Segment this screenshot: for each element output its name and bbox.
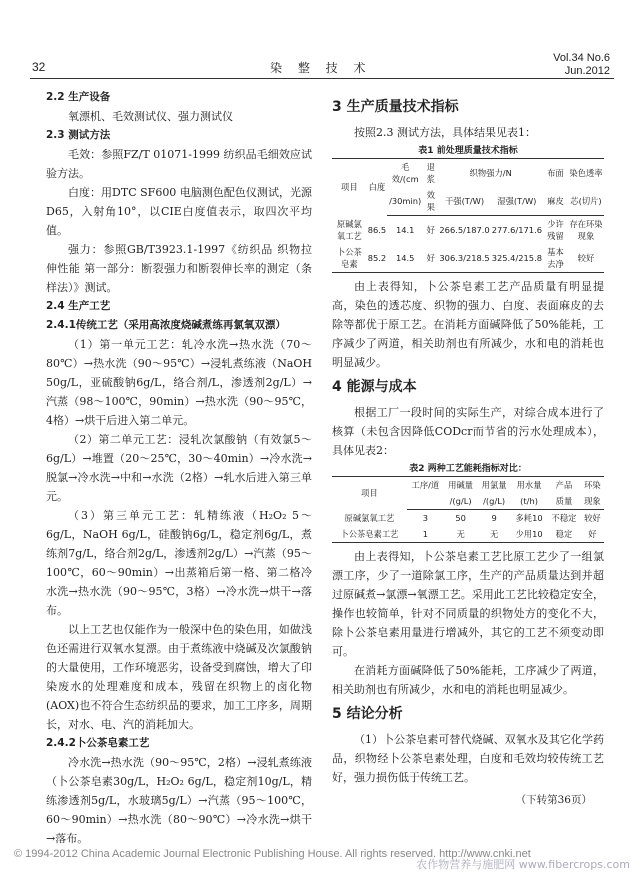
- t1-cell: 好: [426, 253, 435, 263]
- page-number: 32: [32, 60, 46, 74]
- issue-date: Jun.2012: [564, 65, 610, 77]
- section-2-4-1-heading: 2.4.1传统工艺（采用高浓度烧碱煮练再氯氧双漂）: [46, 319, 286, 331]
- t1-cell: 14.1: [395, 225, 415, 235]
- t2-cell: 50: [455, 513, 466, 523]
- t1-cell: 基本去净: [547, 247, 564, 269]
- t2-header: 现象: [581, 493, 604, 510]
- t2-cell: 好: [588, 529, 597, 539]
- t1-cell: 306.3/218.5: [439, 253, 490, 263]
- left-column: [46, 88, 312, 848]
- t1-header: 白度: [368, 182, 386, 193]
- conclusion-1: （1）卜公茶皂素可替代烧碱、双氧水及其它化学药品，织物经卜公茶皂素处理，白度和毛效均较传统工艺好，强力损伤低于传统工艺。: [332, 733, 604, 784]
- t2-cell: 原碱氯氧工艺: [344, 512, 395, 523]
- t2-header: /(g/L): [444, 493, 478, 510]
- t2-header: 用氯量: [481, 480, 507, 490]
- t1-cell: 266.5/187.0: [439, 225, 490, 235]
- t1-header: 干强(T/W): [438, 187, 490, 216]
- t1-cell: 好: [426, 225, 435, 235]
- process-unit-1: （1）第一单元工艺：轧冷水洗→热水洗（70～80℃）→热水洗（90～95℃）→浸轧煮练液（NaOH 50g/L，亚硫酸钠6g/L，络合剂/L，渗透剂2g/L）→汽蒸（98～100℃，90min）→热水洗（90～95℃，4格）→烘干后进入第二单元。: [46, 338, 312, 427]
- process-remarks: 以上工艺也仅能作为一般深中色的染色用，如做浅色还需进行双氧水复漂。由于煮练液中烧碱及次氯酸钠的大量使用，工作环境恶劣，设备受到腐蚀，增大了印染废水的处理难度和成本，残留在织物上的卤化物(AOX)也不符合生态纺织品的要求，加工工序多，周期长，对水、电、汽的消耗加大。: [46, 623, 312, 731]
- t2-cell: 少用10: [515, 529, 543, 539]
- section-4-heading: 4 能源与成本: [332, 379, 417, 395]
- continued-note: （下转第36页）: [515, 794, 592, 806]
- t1-cell: 较好: [577, 253, 595, 263]
- t2-cell: 无: [456, 529, 465, 539]
- t1-cell: 325.4/215.8: [491, 253, 543, 263]
- table-row: [332, 510, 604, 527]
- section-2-4-2-heading: 2.4.2卜公茶皂素工艺: [46, 737, 150, 749]
- t1-header: 项目: [341, 182, 358, 193]
- consumption-summary: 在消耗方面碱降低了50%能耗，工序减少了两道，相关助剂也有所减少，水和电的消耗也明显减少。: [332, 664, 604, 696]
- t2-cell: 不稳定: [551, 513, 577, 523]
- section-2-2-heading: 2.2 生产设备: [46, 91, 111, 103]
- section-2-3-heading: 2.3 测试方法: [46, 129, 111, 141]
- process-unit-2: （2）第二单元工艺：浸轧次氯酸钠（有效氯5～6g/L）→堆置（20～25℃，30～40min）→冷水洗→脱氯→冷水洗→中和→水洗（2格）→轧水后进入第三单元。: [46, 433, 312, 503]
- table-row: [332, 216, 604, 245]
- section-3-heading: 3 生产质量技术指标: [332, 99, 459, 115]
- section-5-heading: 5 结论分析: [332, 706, 403, 722]
- process-unit-3: （3）第三单元工艺：轧精练液（H₂O₂ 5～6g/L，NaOH 6g/L，硅酸钠6g/L，稳定剂6g/L，煮练剂7g/L，络合剂2g/L，渗透剂2g/L）→汽蒸（95～100℃，60～90min）→出蒸箱后第一格、第二格冷水洗→热水洗（90～95℃，3格）→冷水洗→烘干→落布。: [46, 509, 312, 617]
- t1-cell: 卜公茶皂素: [336, 247, 362, 269]
- volume-info: [553, 52, 610, 78]
- t2-header: 用水量: [516, 480, 542, 490]
- t1-header: /30min): [387, 187, 423, 216]
- t2-header: 项目: [361, 488, 378, 499]
- table-2-analysis: 由上表得知，卜公茶皂素工艺比原工艺少了一组氯漂工序，少了一道除氯工序，生产的产品质量达到并超过原碱煮→氯漂→氧漂工艺。采用此工艺比较稳定安全，操作也较简单，针对不同质量的织物处方的变化不大，除卜公茶皂素用量进行增减外，其它的工艺不须变动即可。: [332, 550, 604, 658]
- t2-cell: 稳定: [555, 529, 573, 539]
- t1-cell: 原碱氯氧工艺: [336, 218, 362, 241]
- watermark: 农作物营养与施肥网 www.fibercrops.com: [416, 858, 630, 871]
- t2-header: 工序/道: [411, 480, 440, 490]
- t2-header: (t/h): [511, 493, 547, 510]
- t2-cell: 卜公茶皂素工艺: [340, 529, 399, 539]
- t2-cell: 无: [489, 529, 499, 539]
- t1-header: 染色透率: [569, 168, 603, 178]
- strength-method: 强力：参照GB/T3923.1-1997《纺织品 织物拉伸性能 第一部分：断裂强力和断裂伸长率的测定（条样法）》测试。: [46, 243, 312, 294]
- capillary-method: 毛效：参照FZ/T 01071-1999 纺织品毛细效应试验方法。: [46, 148, 312, 180]
- t2-cell: 9: [491, 513, 497, 523]
- section-3-intro: 按照2.3 测试方法，具体结果见表1：: [354, 126, 536, 139]
- t2-cell: 较好: [584, 513, 601, 523]
- table-1-analysis: 由上表得知，卜公茶皂素工艺产品质量有明显提高，染色的透芯度、织物的强力、白度、表面麻皮的去除等都优于原工艺。在消耗方面碱降低了50%能耗，工序减少了两道，相关助剂也有所减少，水和电的消耗也明显减少。: [332, 280, 604, 369]
- saponin-process: 冷水洗→热水洗（90～95℃，2格）→浸轧煮练液（卜公茶皂素30g/L，H₂O₂ 6g/L，稳定剂10g/L，精练渗透剂5g/L，水玻璃5g/L）→汽蒸（95～100℃，60～90min）→热水洗（80～90℃）→冷水洗→烘干→落布。: [46, 756, 312, 845]
- t1-header: 织物强力/N: [469, 168, 512, 178]
- table-2-caption: 表2 两种工艺能耗指标对比：: [409, 464, 527, 474]
- table-2: [332, 476, 604, 543]
- t2-header: [407, 493, 444, 510]
- table-1-caption: 表1 前处理质量技术指标: [418, 146, 518, 156]
- table-row: [332, 244, 604, 273]
- t1-header: 退浆: [426, 162, 435, 184]
- t2-cell: 1: [422, 529, 428, 539]
- t2-header: /(g/L): [477, 493, 511, 510]
- t1-header: 效果: [423, 187, 438, 216]
- t1-cell: 85.2: [367, 253, 387, 263]
- table-1: [332, 158, 604, 273]
- t1-header: 布面: [547, 168, 564, 178]
- t2-cell: 3: [422, 513, 428, 523]
- t2-header: 环染: [584, 480, 601, 490]
- t1-header: 麻皮: [543, 187, 568, 216]
- t2-header: 质量: [547, 493, 581, 510]
- t2-header: 用碱量: [448, 480, 474, 490]
- header-rule: [30, 78, 614, 79]
- volume-number: Vol.34 No.6: [553, 52, 610, 64]
- t1-cell: 86.5: [367, 224, 387, 235]
- t1-cell: 存在环染现象: [569, 219, 603, 241]
- page-header: [0, 0, 644, 80]
- t1-header: 毛效/(cm: [391, 162, 419, 184]
- right-column: [332, 88, 604, 810]
- t2-header: 产品: [555, 480, 573, 490]
- t1-header: 湿强(T/W): [491, 187, 543, 216]
- t2-cell: 多耗10: [515, 513, 543, 523]
- whiteness-method: 白度：用DTC SF600 电脑测色配色仪测试，光源D65，入射角10°，以CIE白度值表示，取四次平均值。: [46, 186, 312, 237]
- t1-header: 芯(切片): [568, 187, 604, 216]
- t1-cell: 14.5: [395, 253, 415, 263]
- equipment-text: 氧漂机、毛效测试仪、强力测试仪: [68, 110, 233, 123]
- table-row: [332, 526, 604, 543]
- t1-cell: 277.6/171.6: [491, 225, 543, 235]
- section-4-intro: 根据工厂一段时间的实际生产，对综合成本进行了核算（未包含因降低CODcr而节省的污水处理成本），具体见表2：: [332, 406, 604, 457]
- t1-cell: 少许残留: [547, 219, 564, 241]
- journal-title: 染 整 技 术: [270, 61, 372, 75]
- section-2-4-heading: 2.4 生产工艺: [46, 300, 111, 312]
- copyright-footer: © 1994-2012 China Academic Journal Electronic Publishing House. All rights reserved. http://www.cnki.net: [14, 848, 531, 860]
